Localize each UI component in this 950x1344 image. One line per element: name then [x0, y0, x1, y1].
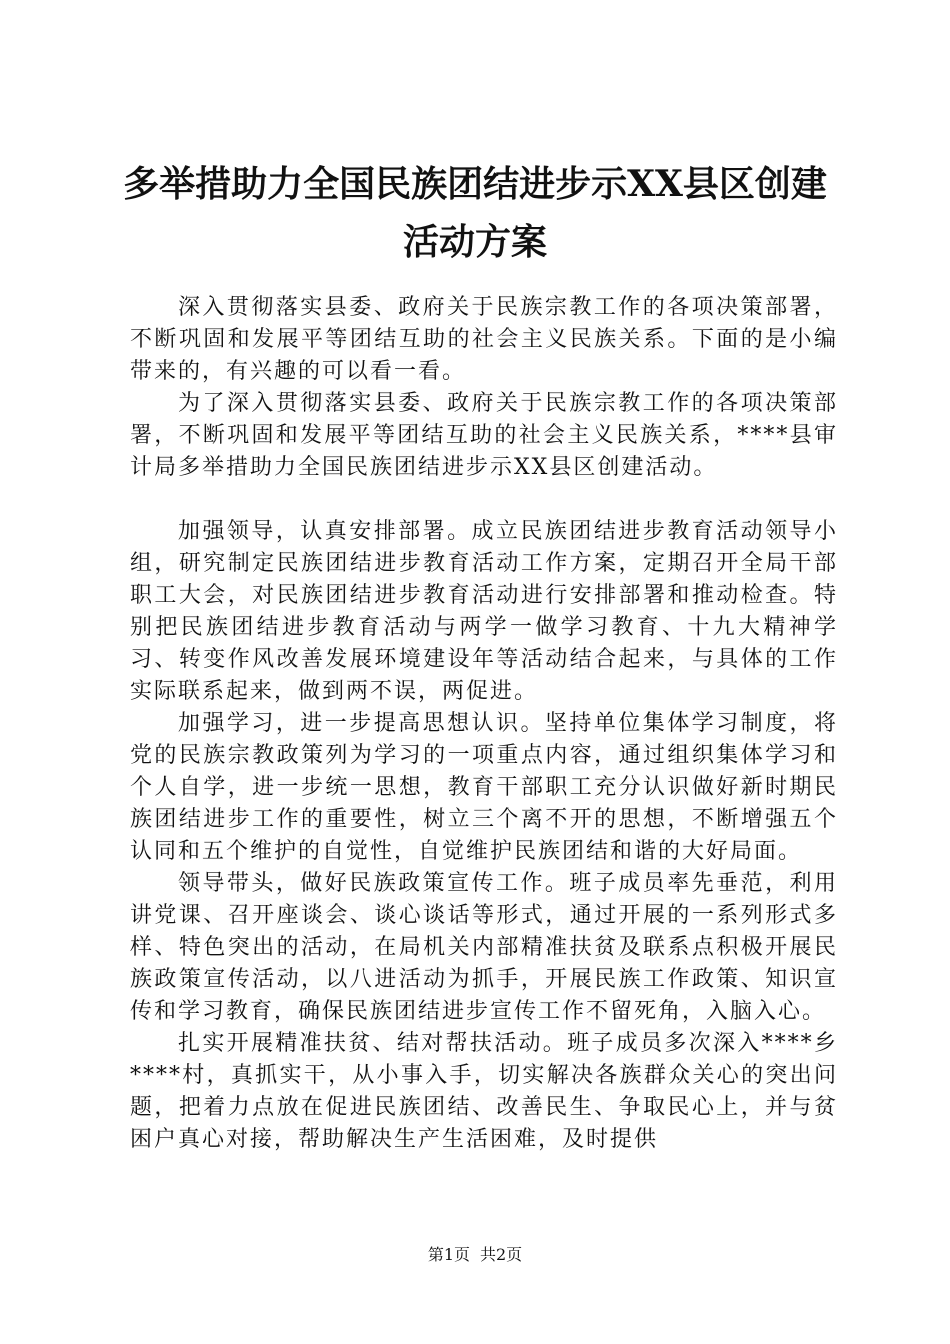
paragraph-background: 为了深入贯彻落实县委、政府关于民族宗教工作的各项决策部署，不断巩固和发展平等团结互助的社会主义民族关系，****县审计局多举措助力全国民族团结进步示XX县区创建活动。: [130, 391, 838, 480]
page-number: 第1页: [427, 1245, 470, 1264]
document-body: [130, 292, 838, 1156]
paragraph-leadership: 加强领导，认真安排部署。成立民族团结进步教育活动领导小组，研究制定民族团结进步教育活动工作方案，定期召开全局干部职工大会，对民族团结进步教育活动进行安排部署和推动检查。特别把民族团结进步教育活动与两学一做学习教育、十九大精神学习、转变作风改善发展环境建设年等活动结合起来，与具体的工作实际联系起来，做到两不误，两促进。: [130, 519, 838, 704]
document-title-line-2: 活动方案: [402, 221, 547, 263]
paragraph-study: 加强学习，进一步提高思想认识。坚持单位集体学习制度，将党的民族宗教政策列为学习的一项重点内容，通过组织集体学习和个人自学，进一步统一思想，教育干部职工充分认识做好新时期民族团结进步工作的重要性，树立三个离不开的思想，不断增强五个认同和五个维护的自觉性，自觉维护民族团结和谐的大好局面。: [130, 711, 838, 864]
paragraph-publicity: 领导带头，做好民族政策宣传工作。班子成员率先垂范，利用讲党课、召开座谈会、谈心谈话等形式，通过开展的一系列形式多样、特色突出的活动，在局机关内部精准扶贫及联系点积极开展民族政策宣传活动，以八进活动为抓手，开展民族工作政策、知识宣传和学习教育，确保民族团结进步宣传工作不留死角，入脑入心。: [130, 871, 838, 1024]
paragraph-intro: 深入贯彻落实县委、政府关于民族宗教工作的各项决策部署，不断巩固和发展平等团结互助的社会主义民族关系。下面的是小编带来的，有兴趣的可以看一看。: [130, 295, 838, 384]
paragraph-poverty-relief: 扎实开展精准扶贫、结对帮扶活动。班子成员多次深入****乡****村，真抓实干，从小事入手，切实解决各族群众关心的突出问题，把着力点放在促进民族团结、改善民生、争取民心上，并与贫困户真心对接，帮助解决生产生活困难，及时提供: [130, 1031, 838, 1152]
page-footer: [0, 1245, 950, 1265]
page-total: 共2页: [480, 1245, 523, 1264]
document-title-line-1: 多举措助力全国民族团结进步示XX县区创建: [123, 163, 827, 205]
paragraph-spacer: [130, 484, 838, 516]
